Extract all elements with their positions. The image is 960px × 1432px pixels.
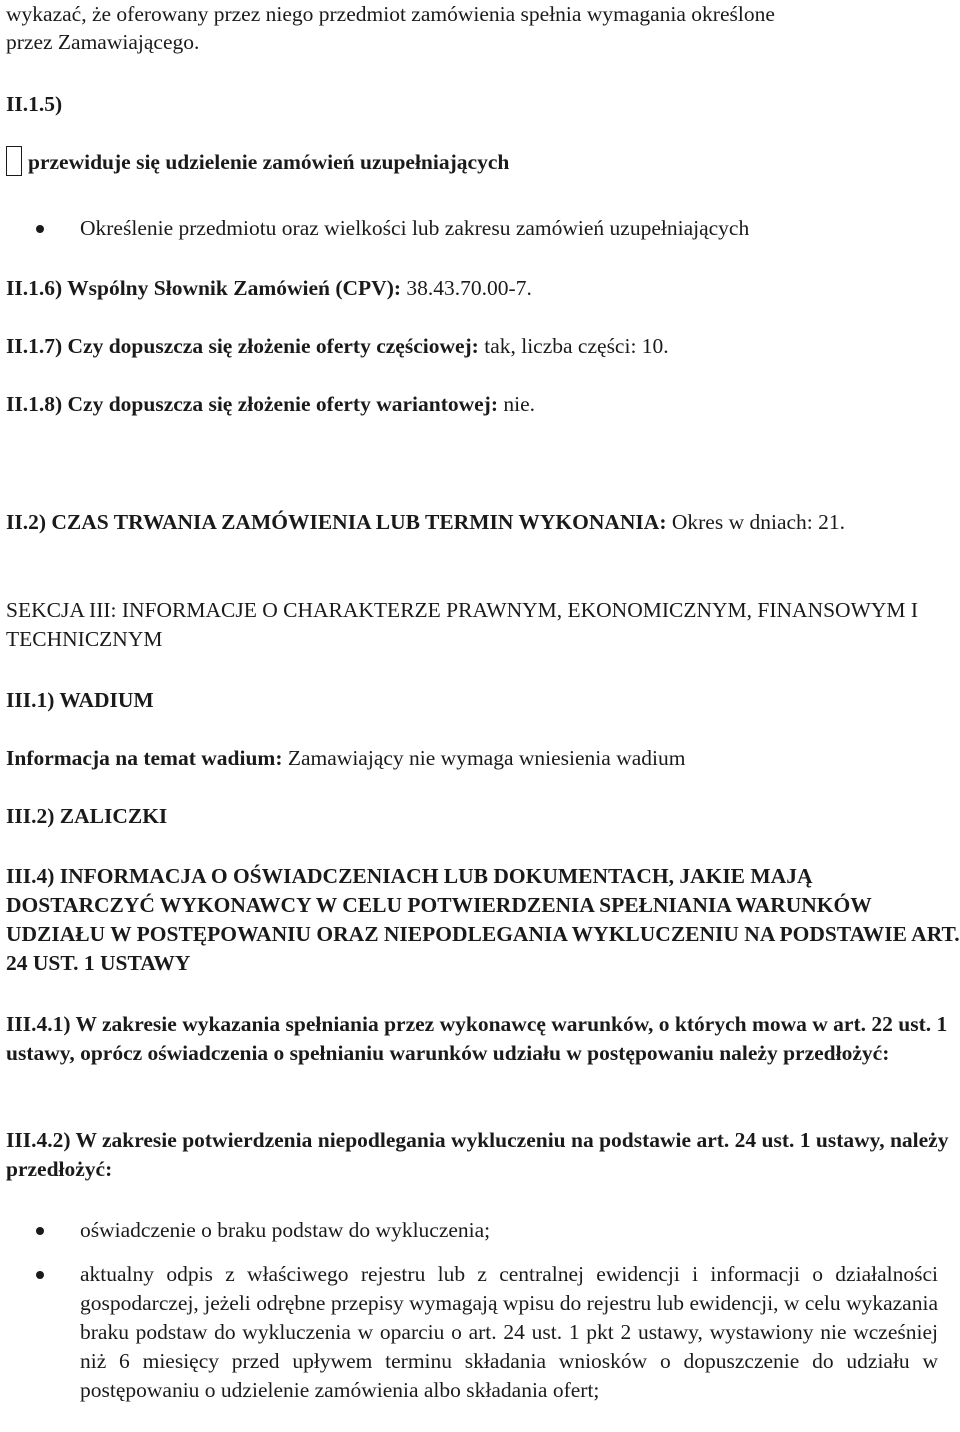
field-partial-offer-label: II.1.7) Czy dopuszcza się złożenie oferty częściowej: [6, 334, 479, 358]
bullet-supplementary-scope: Określenie przedmiotu oraz wielkości lub zakresu zamówień uzupełniających [80, 216, 750, 240]
field-cpv-label: II.1.6) Wspólny Słownik Zamówień (CPV): [6, 276, 402, 300]
subsection-3-4-1: III.4.1) W zakresie wykazania spełniania przez wykonawcę warunków, o których mowa w art. 22 ust. 1 ustawy, oprócz oświadczenia o spełnianiu warunków udziału w postępowaniu należy przedłożyć: [6, 1012, 948, 1065]
section-heading-2-1-5: II.1.5) [6, 92, 63, 116]
intro-line-2: przez Zamawiającego. [6, 30, 200, 54]
field-wadium-value: Zamawiający nie wymaga wniesienia wadium [287, 746, 686, 770]
option-supplementary-orders: przewiduje się udzielenie zamówień uzupełniających [28, 150, 510, 174]
list-item: aktualny odpis z właściwego rejestru lub z centralnej ewidencji i informacji o działalności gospodarczej, jeżeli odrębne przepisy wymagają wpisu do rejestru lub ewidencji, w celu wykazania braku podstaw do wykluczenia w oparciu o art. 24 ust. 1 pkt 2 ustawy, wystawiony nie wcześniej niż 6 miesięcy przed upływem terminu składania wniosków o dopuszczenie do udziału w postępowaniu o udzielenie zamówienia albo składania ofert; [80, 1262, 938, 1402]
field-cpv-value: 38.43.70.00-7. [406, 276, 532, 300]
field-partial-offer [6, 332, 952, 361]
bullet-icon [36, 1227, 44, 1235]
section-3-heading: SEKCJA III: INFORMACJE O CHARAKTERZE PRAWNYM, EKONOMICZNYM, FINANSOWYM I TECHNICZNYM [6, 598, 919, 651]
bullet-icon [36, 1271, 44, 1279]
section-heading-3-2: III.2) ZALICZKI [6, 804, 168, 828]
section-heading-3-4: III.4) INFORMACJA O OŚWIADCZENIACH LUB DOKUMENTACH, JAKIE MAJĄ DOSTARCZYĆ WYKONAWCY W CELU POTWIERDZENIA SPEŁNIANIA WARUNKÓW UDZIAŁU W POSTĘPOWANIU ORAZ NIEPODLEGANIA WYKLUCZENIU NA PODSTAWIE ART. 24 UST. 1 USTAWY [6, 864, 960, 975]
field-cpv [6, 274, 952, 303]
field-duration-label: II.2) CZAS TRWANIA ZAMÓWIENIA LUB TERMIN WYKONANIA: [6, 510, 667, 534]
field-duration-value: Okres w dniach: 21. [671, 510, 846, 534]
bullet-icon [36, 225, 44, 233]
section-heading-3-1: III.1) WADIUM [6, 688, 154, 712]
field-wadium-label: Informacja na temat wadium: [6, 746, 283, 770]
list-item: oświadczenie o braku podstaw do wykluczenia; [80, 1218, 491, 1242]
field-variant-offer-value: nie. [503, 392, 536, 416]
field-partial-offer-value: tak, liczba części: 10. [484, 334, 669, 358]
field-duration [6, 508, 952, 537]
field-variant-offer [6, 390, 952, 419]
checkbox-icon[interactable] [6, 146, 22, 176]
subsection-3-4-2: III.4.2) W zakresie potwierdzenia niepodlegania wykluczeniu na podstawie art. 24 ust. 1 ustawy, należy przedłożyć: [6, 1128, 949, 1181]
field-variant-offer-label: II.1.8) Czy dopuszcza się złożenie oferty wariantowej: [6, 392, 498, 416]
intro-line-1: wykazać, że oferowany przez niego przedmiot zamówienia spełnia wymagania określone [6, 2, 775, 26]
field-wadium [6, 744, 952, 773]
